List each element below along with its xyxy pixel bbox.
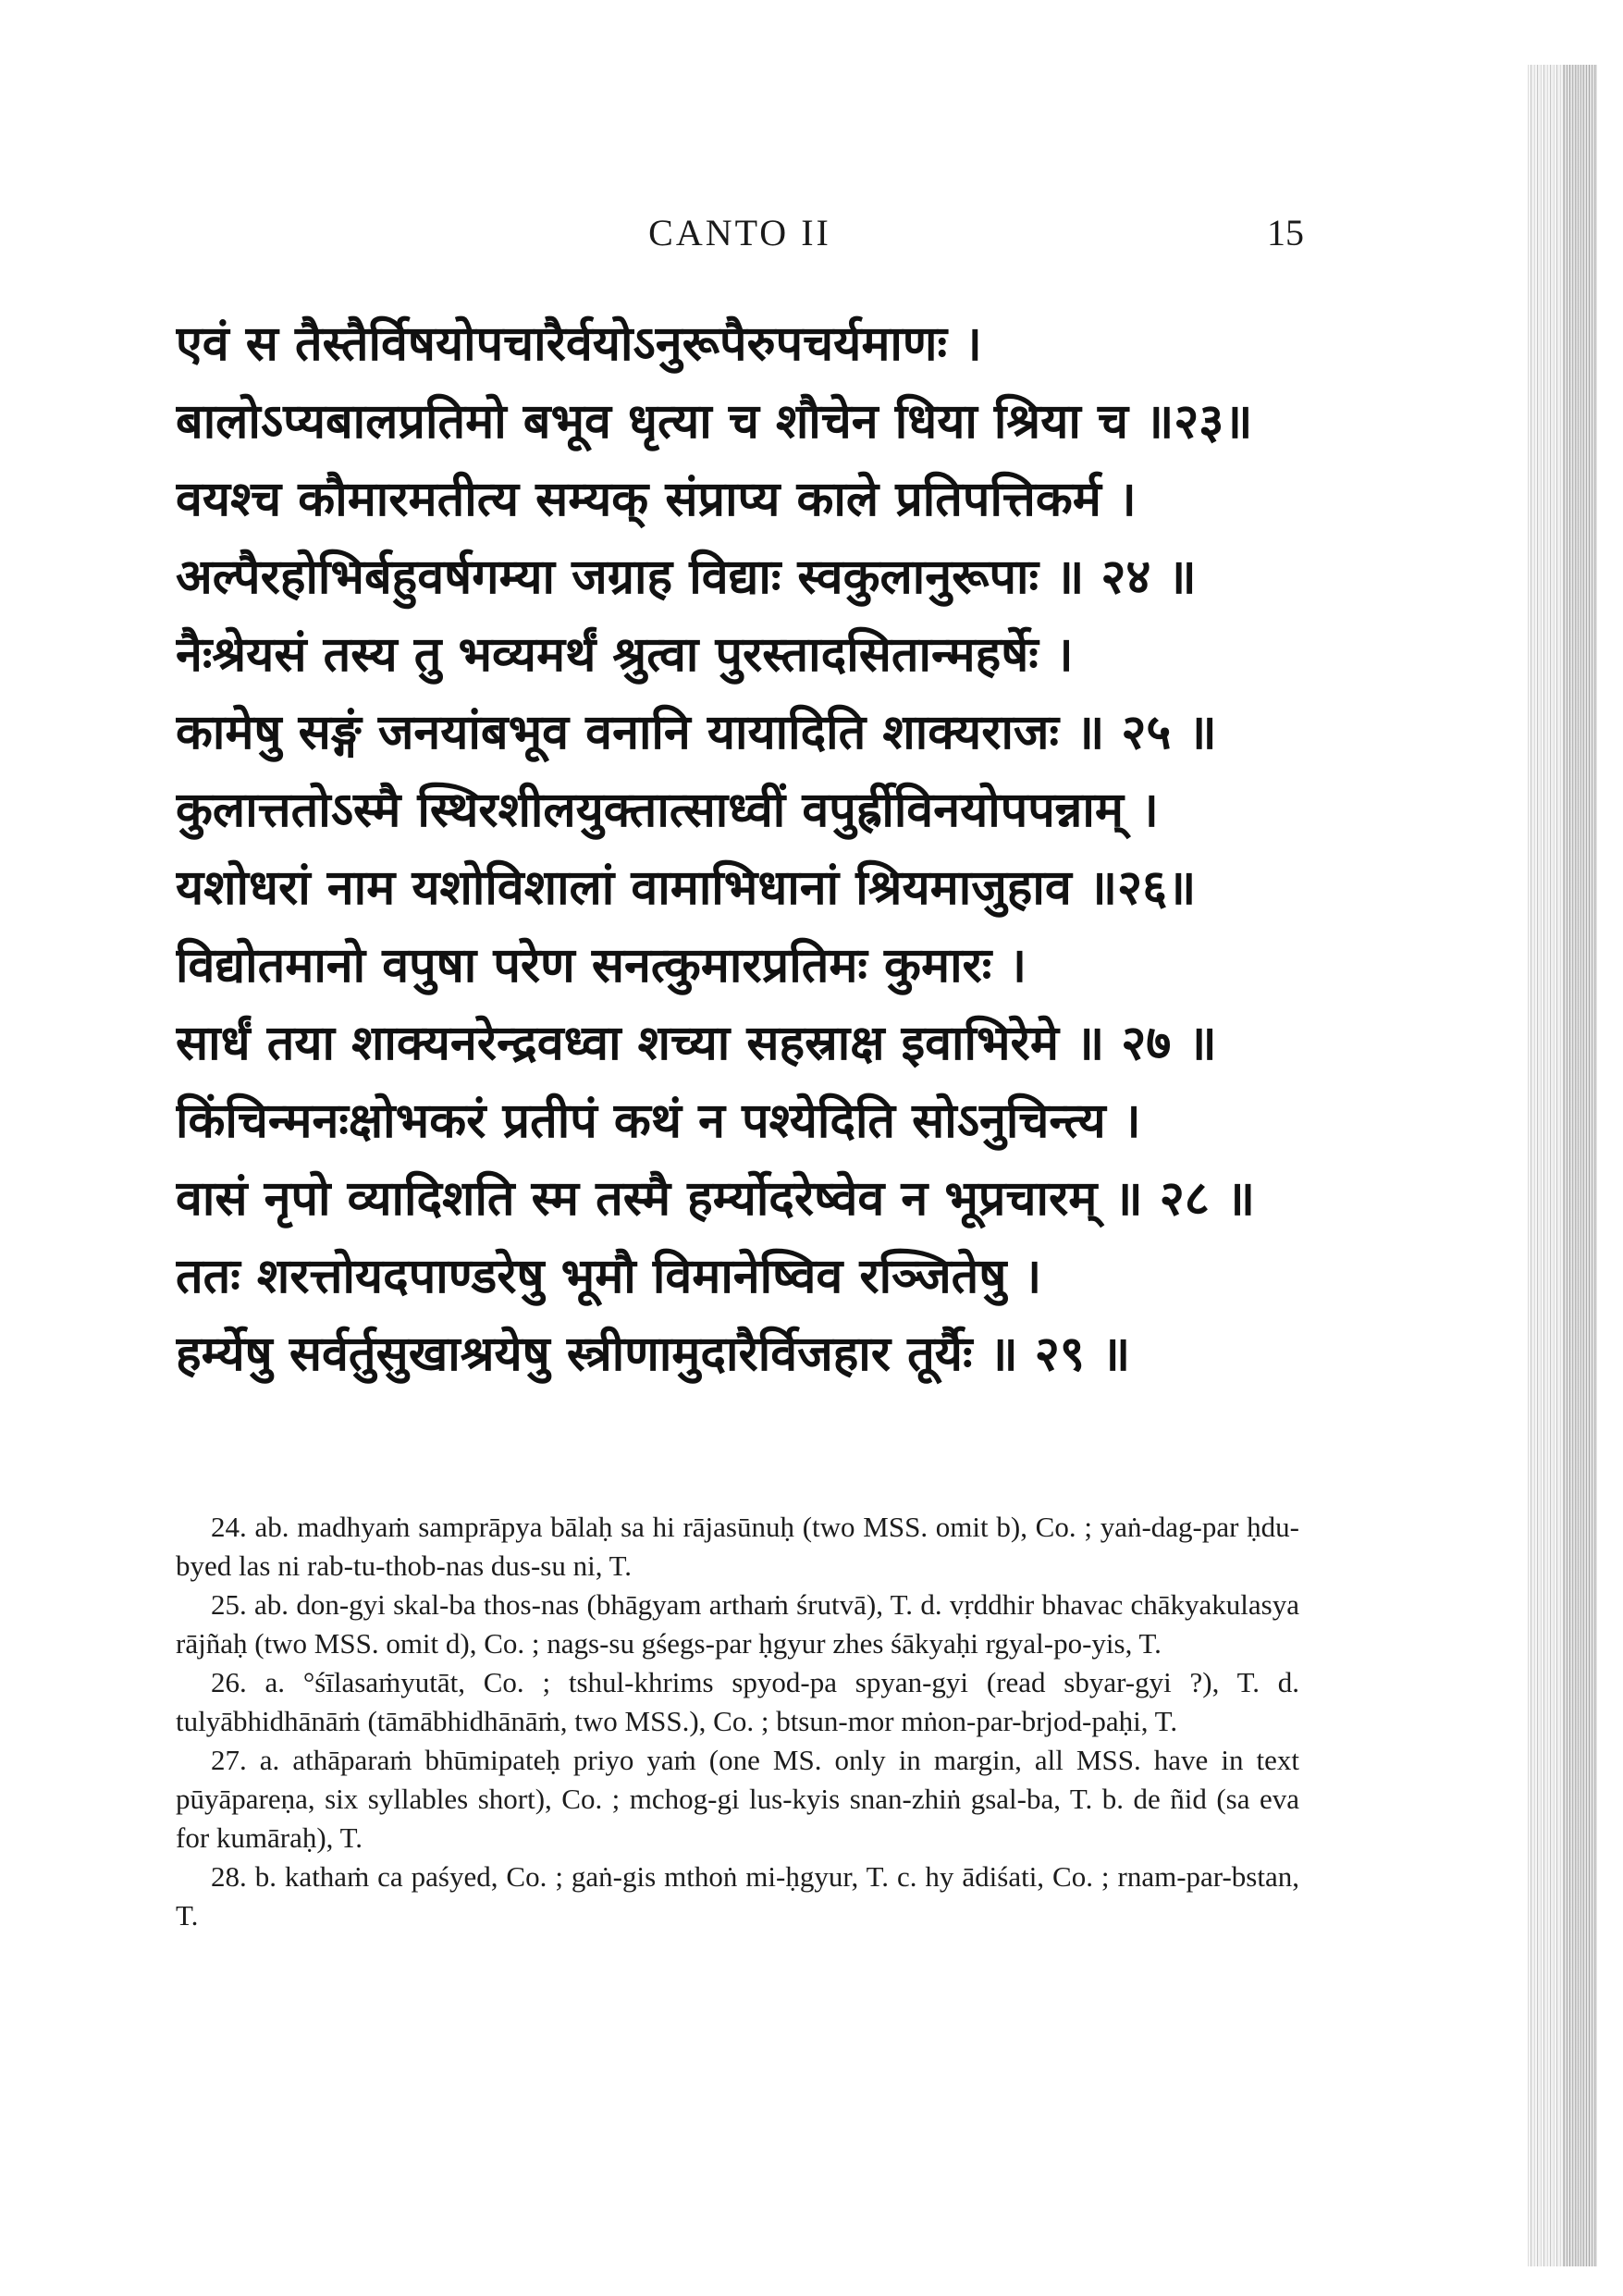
verse-line: विद्योतमानो वपुषा परेण सनत्कुमारप्रतिमः कुमारः । (176, 938, 1027, 994)
verse-line: वासं नृपो व्यादिशति स्म तस्मै हर्म्योदरेष्वेव न भूप्रचारम् ॥ २८ ॥ (176, 1171, 1256, 1227)
page-header (176, 211, 1304, 266)
page-number: 15 (1267, 212, 1304, 253)
verse-line: यशोधरां नाम यशोविशालां वामाभिधानां श्रियमाजुहाव ॥२६॥ (176, 860, 1197, 916)
verse-line: कामेषु सङ्गं जनयांबभूव वनानि यायादिति शाक्यराजः ॥ २५ ॥ (176, 705, 1217, 760)
verse-line: एवं स तैस्तैर्विषयोपचारैर्वयोऽनुरूपैरुपचर्यमाणः । (176, 316, 982, 372)
footnotes (176, 1508, 1299, 1935)
verse-line: सार्धं तया शाक्यनरेन्द्रवध्वा शच्या सहस्राक्ष इवाभिरेमे ॥ २७ ॥ (176, 1016, 1217, 1071)
footnote: 26. a. °śīlasaṁyutāt, Co. ; tshul-khrims spyod-pa spyan-gyi (read sbyar-gyi ?), T. d. tulyābhidhānāṁ (tāmābhidhānāṁ, two MSS.), Co. ; btsun-mor mṅon-par-brjod-paḥi, T. (176, 1666, 1299, 1737)
verse-line: ततः शरत्तोयदपाण्डरेषु भूमौ विमानेष्विव रञ्जितेषु । (176, 1249, 1042, 1304)
footnote: 28. b. kathaṁ ca paśyed, Co. ; gaṅ-gis mthoṅ mi-ḥgyur, T. c. hy ādiśati, Co. ; rnam-par-bstan, T. (176, 1860, 1299, 1932)
running-head: CANTO II (648, 212, 831, 253)
verse-line: नैःश्रेयसं तस्य तु भव्यमर्थं श्रुत्वा पुरस्तादसितान्महर्षेः । (176, 627, 1074, 683)
verse-line: कुलात्ततोऽस्मै स्थिरशीलयुक्तात्साध्वीं वपुर्ह्रीविनयोपपन्नाम् । (176, 783, 1159, 838)
verse-line: किंचिन्मनःक्षोभकरं प्रतीपं कथं न पश्येदिति सोऽनुचिन्त्य । (176, 1093, 1141, 1149)
verse-block (176, 305, 1341, 1393)
binding-shadow (1564, 65, 1597, 2266)
verse-line: अल्पैरहोभिर्बहुवर्षगम्या जग्राह विद्याः स्वकुलानुरूपाः ॥ २४ ॥ (176, 549, 1197, 605)
verse-line: बालोऽप्यबालप्रतिमो बभूव धृत्या च शौचेन धिया श्रिया च ॥२३॥ (176, 394, 1253, 450)
footnote: 27. a. athāparaṁ bhūmipateḥ priyo yaṁ (one MS. only in margin, all MSS. have in text pūyāpareṇa, six syllables short), Co. ; mchog-gi lus-kyis snan-zhiṅ gsal-ba, T. b. de ñid (sa eva for kumāraḥ), T. (176, 1744, 1299, 1854)
footnote: 24. ab. madhyaṁ samprāpya bālaḥ sa hi rājasūnuḥ (two MSS. omit b), Co. ; yaṅ-dag-par ḥdu-byed las ni rab-tu-thob-nas dus-su ni, T. (176, 1511, 1299, 1582)
footnote: 25. ab. don-gyi skal-ba thos-nas (bhāgyam arthaṁ śrutvā), T. d. vṛddhir bhavac chākyakulasya rājñaḥ (two MSS. omit d), Co. ; nags-su gśegs-par ḥgyur zhes śākyaḥi rgyal-po-yis, T. (176, 1588, 1299, 1660)
verse-line: वयश्च कौमारमतीत्य सम्यक् संप्राप्य काले प्रतिपत्तिकर्म । (176, 472, 1137, 527)
verse-line: हर्म्येषु सर्वर्तुसुखाश्रयेषु स्त्रीणामुदारैर्विजहार तूर्यैः ॥ २९ ॥ (176, 1327, 1131, 1382)
